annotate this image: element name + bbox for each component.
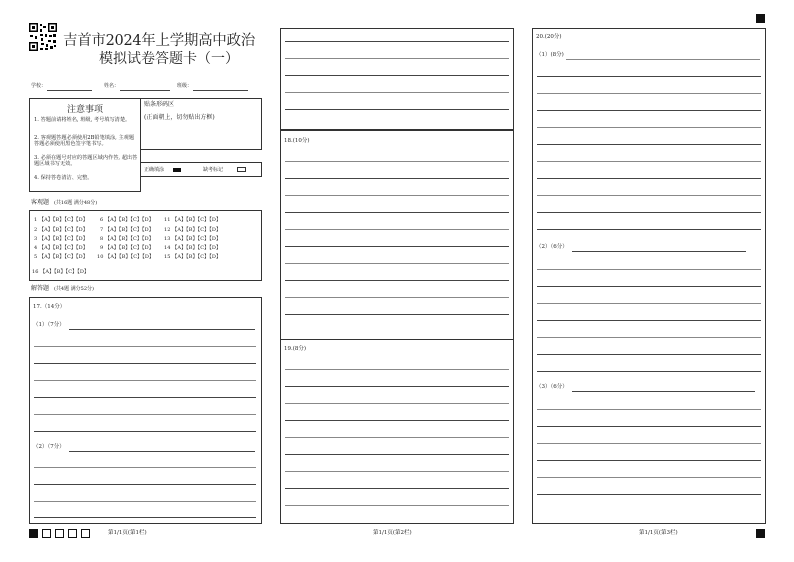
question-number: 9 xyxy=(100,245,104,251)
positioning-marker-top-right xyxy=(756,14,765,23)
answer-line xyxy=(285,161,509,162)
answer-line xyxy=(34,414,256,415)
answer-line xyxy=(537,460,761,461)
notice-item-2: 2. 客观题答题必须使用2B铅笔填涂, 主观题答题必须使用黑色签字笔书写。 xyxy=(34,135,135,147)
q20-part2-label: （2）（6分） xyxy=(536,244,568,250)
answer-line xyxy=(285,212,509,213)
choice-group: 【A】【B】【C】【D】 xyxy=(38,236,88,242)
page-marker-box-4 xyxy=(81,529,90,538)
answer-line xyxy=(285,229,509,230)
answer-line xyxy=(285,75,509,76)
page-title-line1: 吉首市2024年上学期高中政治 xyxy=(63,33,255,49)
choice-group: 【A】【B】【C】【D】 xyxy=(172,254,222,260)
footer-page-col2: 第1/1页(第2栏) xyxy=(373,530,412,536)
q20-part3-head-line xyxy=(572,391,755,392)
notice-title: 注意事项 xyxy=(66,105,103,115)
objective-row[interactable] xyxy=(164,226,221,233)
question-number: 10 xyxy=(97,254,104,260)
objective-row[interactable] xyxy=(34,216,88,223)
q18-title: 18.(10分) xyxy=(284,138,310,144)
q18-answer-box[interactable] xyxy=(280,130,514,340)
answer-line xyxy=(537,337,761,338)
choice-group: 【A】【B】【C】【D】 xyxy=(172,236,222,242)
answer-line xyxy=(285,92,509,93)
choice-group: 【A】【B】【C】【D】 xyxy=(172,227,222,233)
answer-line xyxy=(537,426,761,427)
answer-line xyxy=(285,195,509,196)
objective-row[interactable] xyxy=(100,244,154,251)
q20-part3-label: （3）（6分） xyxy=(536,384,568,390)
q20-answer-box[interactable] xyxy=(532,28,766,524)
page-marker-box-2 xyxy=(55,529,64,538)
absent-mark-box[interactable] xyxy=(237,167,246,172)
choice-group: 【A】【B】【C】【D】 xyxy=(38,217,88,223)
column2-continuation-box[interactable] xyxy=(280,28,514,130)
notice-item-4: 4. 保持答卷清洁、完整。 xyxy=(34,175,93,181)
answer-line xyxy=(537,269,761,270)
objective-row[interactable] xyxy=(100,216,154,223)
answer-line xyxy=(537,195,761,196)
answer-line xyxy=(537,303,761,304)
answer-line xyxy=(285,58,509,59)
choice-group: 【A】【B】【C】【D】 xyxy=(38,254,88,260)
answer-line xyxy=(285,246,509,247)
answer-line xyxy=(537,76,761,77)
answer-line xyxy=(537,409,761,410)
choice-group: 【A】【B】【C】【D】 xyxy=(104,217,154,223)
answer-line xyxy=(285,297,509,298)
subjective-note: (共4题 满分52分) xyxy=(53,286,94,292)
qr-code-icon xyxy=(29,23,57,51)
question-number: 12 xyxy=(164,227,171,233)
answer-line xyxy=(285,369,509,370)
fill-correct-sample xyxy=(173,168,181,172)
notice-box xyxy=(29,98,141,192)
q20-part1-label: （1）(8分) xyxy=(536,52,564,58)
notice-item-1: 1. 答题前请将姓名, 班级, 考号填写清楚。 xyxy=(34,117,131,123)
answer-line xyxy=(285,403,509,404)
answer-line xyxy=(537,110,761,111)
page-marker-box-1 xyxy=(42,529,51,538)
subjective-title xyxy=(31,286,94,292)
question-number: 1 xyxy=(34,217,38,223)
objective-row[interactable] xyxy=(164,235,221,242)
answer-line xyxy=(537,494,761,495)
answer-line xyxy=(537,320,761,321)
barcode-hint: (正面朝上，切勿贴出方框) xyxy=(144,114,215,121)
school-label: 学校： xyxy=(31,83,47,89)
answer-line xyxy=(285,454,509,455)
answer-line xyxy=(537,178,761,179)
fill-correct-label: 正确填涂 xyxy=(144,167,165,173)
name-field[interactable] xyxy=(120,90,170,91)
name-label: 姓名： xyxy=(104,83,120,89)
choice-group: 【A】【B】【C】【D】 xyxy=(104,245,154,251)
answer-line xyxy=(537,212,761,213)
answer-line xyxy=(537,443,761,444)
answer-line xyxy=(285,471,509,472)
objective-row[interactable] xyxy=(100,235,154,242)
answer-line xyxy=(285,178,509,179)
objective-answer-box xyxy=(29,210,262,281)
answer-line xyxy=(537,229,761,230)
answer-line xyxy=(285,41,509,42)
barcode-title: 贴条形码区 xyxy=(144,101,175,108)
q20-part2-head-line xyxy=(572,251,746,252)
objective-row[interactable] xyxy=(97,253,154,260)
choice-group: 【A】【B】【C】【D】 xyxy=(38,245,88,251)
choice-group: 【A】【B】【C】【D】 xyxy=(104,227,154,233)
question-number: 16 xyxy=(32,269,39,275)
class-field[interactable] xyxy=(193,90,248,91)
question-number: 15 xyxy=(164,254,171,260)
question-number: 13 xyxy=(164,236,171,242)
answer-line xyxy=(537,354,761,355)
objective-row[interactable] xyxy=(164,216,221,223)
answer-line xyxy=(285,314,509,315)
q19-answer-box[interactable] xyxy=(280,339,514,524)
question-number: 11 xyxy=(164,217,171,223)
question-number: 3 xyxy=(34,236,38,242)
answer-line xyxy=(285,386,509,387)
answer-line xyxy=(34,397,256,398)
question-number: 6 xyxy=(100,217,104,223)
answer-line xyxy=(285,263,509,264)
objective-row[interactable] xyxy=(34,244,88,251)
answer-line xyxy=(285,109,509,110)
q20-title: 20.(20分) xyxy=(536,34,562,40)
answer-line xyxy=(34,501,256,502)
choice-group: 【A】【B】【C】【D】 xyxy=(40,269,90,275)
objective-row[interactable] xyxy=(34,235,88,242)
q17-title: 17.（14分） xyxy=(33,304,66,310)
absent-mark-label: 缺考标记 xyxy=(203,167,224,173)
answer-line xyxy=(34,346,256,347)
objective-title-text: 客观题 xyxy=(31,199,50,206)
answer-line xyxy=(537,477,761,478)
objective-row[interactable] xyxy=(164,253,221,260)
answer-line xyxy=(34,380,256,381)
answer-line xyxy=(285,488,509,489)
answer-line xyxy=(537,161,761,162)
answer-line xyxy=(34,517,256,518)
q17-answer-box[interactable] xyxy=(29,297,262,524)
q17-part1-label: （1）（7分） xyxy=(33,322,65,328)
question-number: 5 xyxy=(34,254,38,260)
answer-line xyxy=(537,127,761,128)
choice-group: 【A】【B】【C】【D】 xyxy=(38,227,88,233)
objective-row[interactable] xyxy=(34,226,88,233)
objective-note: (共16题 满分48分) xyxy=(53,200,98,206)
answer-line xyxy=(34,467,256,468)
barcode-area xyxy=(140,98,262,150)
answer-line xyxy=(285,420,509,421)
q17-part2-head-line xyxy=(69,451,255,452)
choice-group: 【A】【B】【C】【D】 xyxy=(105,254,155,260)
footer-page-col1: 第1/1页(第1栏) xyxy=(108,530,147,536)
q19-title: 19.(8分) xyxy=(284,346,307,352)
positioning-marker-bottom-left xyxy=(29,529,38,538)
answer-line xyxy=(537,93,761,94)
class-label: 班级： xyxy=(177,83,193,89)
answer-line xyxy=(537,286,761,287)
question-number: 7 xyxy=(100,227,104,233)
answer-line xyxy=(537,144,761,145)
answer-line xyxy=(34,363,256,364)
answer-line xyxy=(285,280,509,281)
fill-legend-box xyxy=(140,162,262,177)
objective-title xyxy=(31,200,97,206)
subjective-title-text: 解答题 xyxy=(31,285,50,292)
answer-line xyxy=(34,431,256,432)
answer-line xyxy=(285,505,509,506)
question-number: 8 xyxy=(100,236,104,242)
choice-group: 【A】【B】【C】【D】 xyxy=(104,236,154,242)
notice-item-3: 3. 必须在题号对应的答题区域内作答, 超出答题区域书写无效。 xyxy=(34,155,138,167)
answer-line xyxy=(34,484,256,485)
objective-row[interactable] xyxy=(164,244,221,251)
positioning-marker-bottom-right xyxy=(756,529,765,538)
choice-group: 【A】【B】【C】【D】 xyxy=(172,217,222,223)
answer-line xyxy=(537,371,761,372)
objective-row[interactable] xyxy=(100,226,154,233)
q17-part1-head-line xyxy=(69,329,255,330)
q20-part1-head-line xyxy=(566,59,760,60)
footer-page-col3: 第1/1页(第3栏) xyxy=(639,530,678,536)
question-number: 4 xyxy=(34,245,38,251)
objective-row[interactable] xyxy=(32,268,89,275)
question-number: 2 xyxy=(34,227,38,233)
answer-line xyxy=(285,437,509,438)
objective-row[interactable] xyxy=(34,253,88,260)
choice-group: 【A】【B】【C】【D】 xyxy=(172,245,222,251)
page-title-line2: 模拟试卷答题卡（一） xyxy=(99,51,239,67)
page-marker-box-3 xyxy=(68,529,77,538)
question-number: 14 xyxy=(164,245,171,251)
school-field[interactable] xyxy=(47,90,92,91)
q17-part2-label: （2）（7分） xyxy=(33,444,65,450)
